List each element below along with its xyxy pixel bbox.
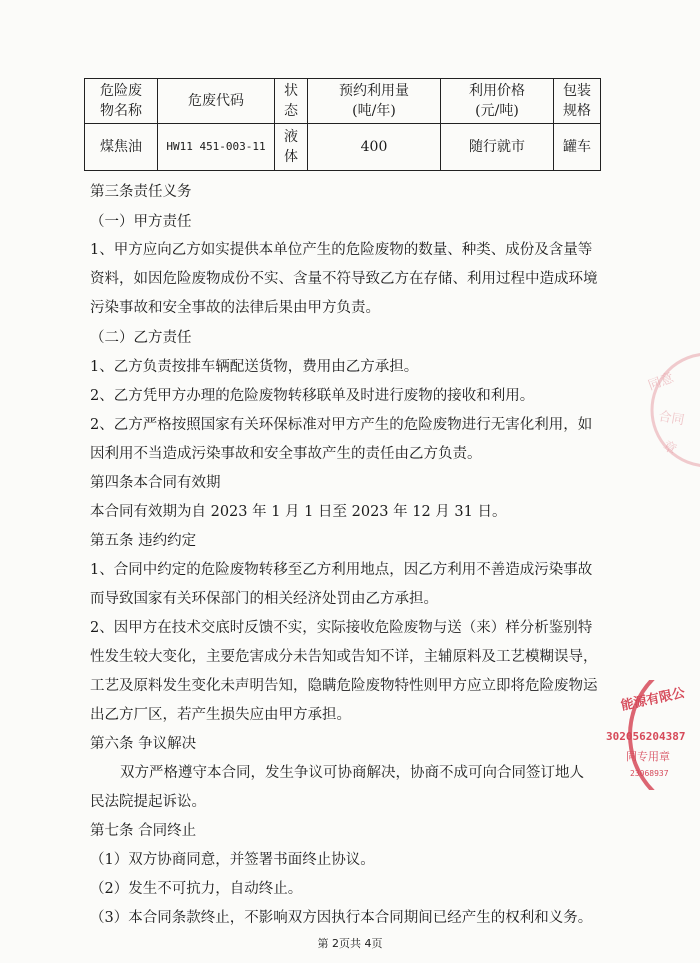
paragraph-line: 1、甲方应向乙方如实提供本单位产生的危险废物的数量、种类、成份及含量等 xyxy=(90,242,593,258)
cell-state: 液 体 xyxy=(275,124,308,171)
svg-text:能源有限公: 能源有限公 xyxy=(619,685,687,714)
article-7-heading: 第七条 合同终止 xyxy=(90,823,197,839)
svg-text:302056204387: 302056204387 xyxy=(606,730,686,743)
header-amount: 预约利用量 (吨/年) xyxy=(308,79,441,124)
cell-amount: 400 xyxy=(308,124,441,171)
paragraph-line: 因利用不当造成污染事故和安全事故产生的责任由乙方负责。 xyxy=(90,446,482,462)
paragraph-line: 出乙方厂区，若产生损失应由甲方承担。 xyxy=(90,707,351,723)
paragraph-line: 双方严格遵守本合同，发生争议可协商解决，协商不成可向合同签订地人 xyxy=(120,765,584,781)
seal-stamp-top xyxy=(628,350,700,470)
paragraph-line: （1）双方协商同意，并签署书面终止协议。 xyxy=(90,852,375,868)
svg-text:章: 章 xyxy=(660,438,679,458)
paragraph-line: 2、因甲方在技术交底时反馈不实，实际接收危险废物与送（来）样分析鉴别特 xyxy=(90,620,593,636)
header-packing: 包装 规格 xyxy=(554,79,601,124)
paragraph-line: 工艺及原料发生变化未声明告知，隐瞒危险废物特性则甲方应立即将危险废物运 xyxy=(90,678,598,694)
page-footer: 第 2页共 4页 xyxy=(317,937,383,950)
header-state: 状 态 xyxy=(275,79,308,124)
svg-text:合同: 合同 xyxy=(657,409,686,429)
paragraph-line: （3）本合同条款终止，不影响双方因执行本合同期间已经产生的权利和义务。 xyxy=(90,910,593,926)
cell-name: 煤焦油 xyxy=(85,124,158,171)
article-5-heading: 第五条 违约约定 xyxy=(90,533,197,549)
table-row xyxy=(85,124,601,171)
paragraph-line: 性发生较大变化，主要危害成分未告知或告知不详，主辅原料及工艺模糊误导， xyxy=(90,649,598,665)
header-waste-code: 危废代码 xyxy=(158,79,275,124)
header-price: 利用价格 (元/吨) xyxy=(441,79,554,124)
table-header-row xyxy=(85,79,601,124)
svg-text:同意: 同意 xyxy=(646,370,676,394)
header-waste-name: 危险废 物名称 xyxy=(85,79,158,124)
party-a-heading: （一）甲方责任 xyxy=(90,214,192,230)
paragraph-line: 污染事故和安全事故的法律后果由甲方负责。 xyxy=(90,300,380,316)
paragraph-line: 民法院提起诉讼。 xyxy=(90,794,206,810)
cell-price: 随行就市 xyxy=(441,124,554,171)
paragraph-line: 1、合同中约定的危险废物转移至乙方利用地点，因乙方利用不善造成污染事故 xyxy=(90,562,593,578)
paragraph-line: 而导致国家有关环保部门的相关经济处罚由乙方承担。 xyxy=(90,591,438,607)
hazardous-waste-table xyxy=(84,78,601,171)
svg-text:23068937: 23068937 xyxy=(630,769,669,778)
paragraph-line: （2）发生不可抗力，自动终止。 xyxy=(90,881,303,897)
party-b-heading: （二）乙方责任 xyxy=(90,330,192,346)
cell-packing: 罐车 xyxy=(554,124,601,171)
paragraph-line: 资料，如因危险废物成份不实、含量不符导致乙方在存储、利用过程中造成环境 xyxy=(90,271,598,287)
article-3-heading: 第三条责任义务 xyxy=(90,184,192,200)
seal-stamp-bottom xyxy=(600,680,700,790)
svg-text:同专用章: 同专用章 xyxy=(626,750,670,763)
cell-code: HW11 451-003-11 xyxy=(158,124,275,171)
article-4-heading: 第四条本合同有效期 xyxy=(90,475,221,491)
paragraph-line: 2、乙方凭甲方办理的危险废物转移联单及时进行废物的接收和利用。 xyxy=(90,388,535,404)
paragraph-line: 2、乙方严格按照国家有关环保标准对甲方产生的危险废物进行无害化利用，如 xyxy=(90,417,593,433)
paragraph-line: 1、乙方负责按排车辆配送货物，费用由乙方承担。 xyxy=(90,359,419,375)
article-6-heading: 第六条 争议解决 xyxy=(90,736,197,752)
validity-period: 本合同有效期为自 2023 年 1 月 1 日至 2023 年 12 月 31 日。 xyxy=(90,504,507,520)
